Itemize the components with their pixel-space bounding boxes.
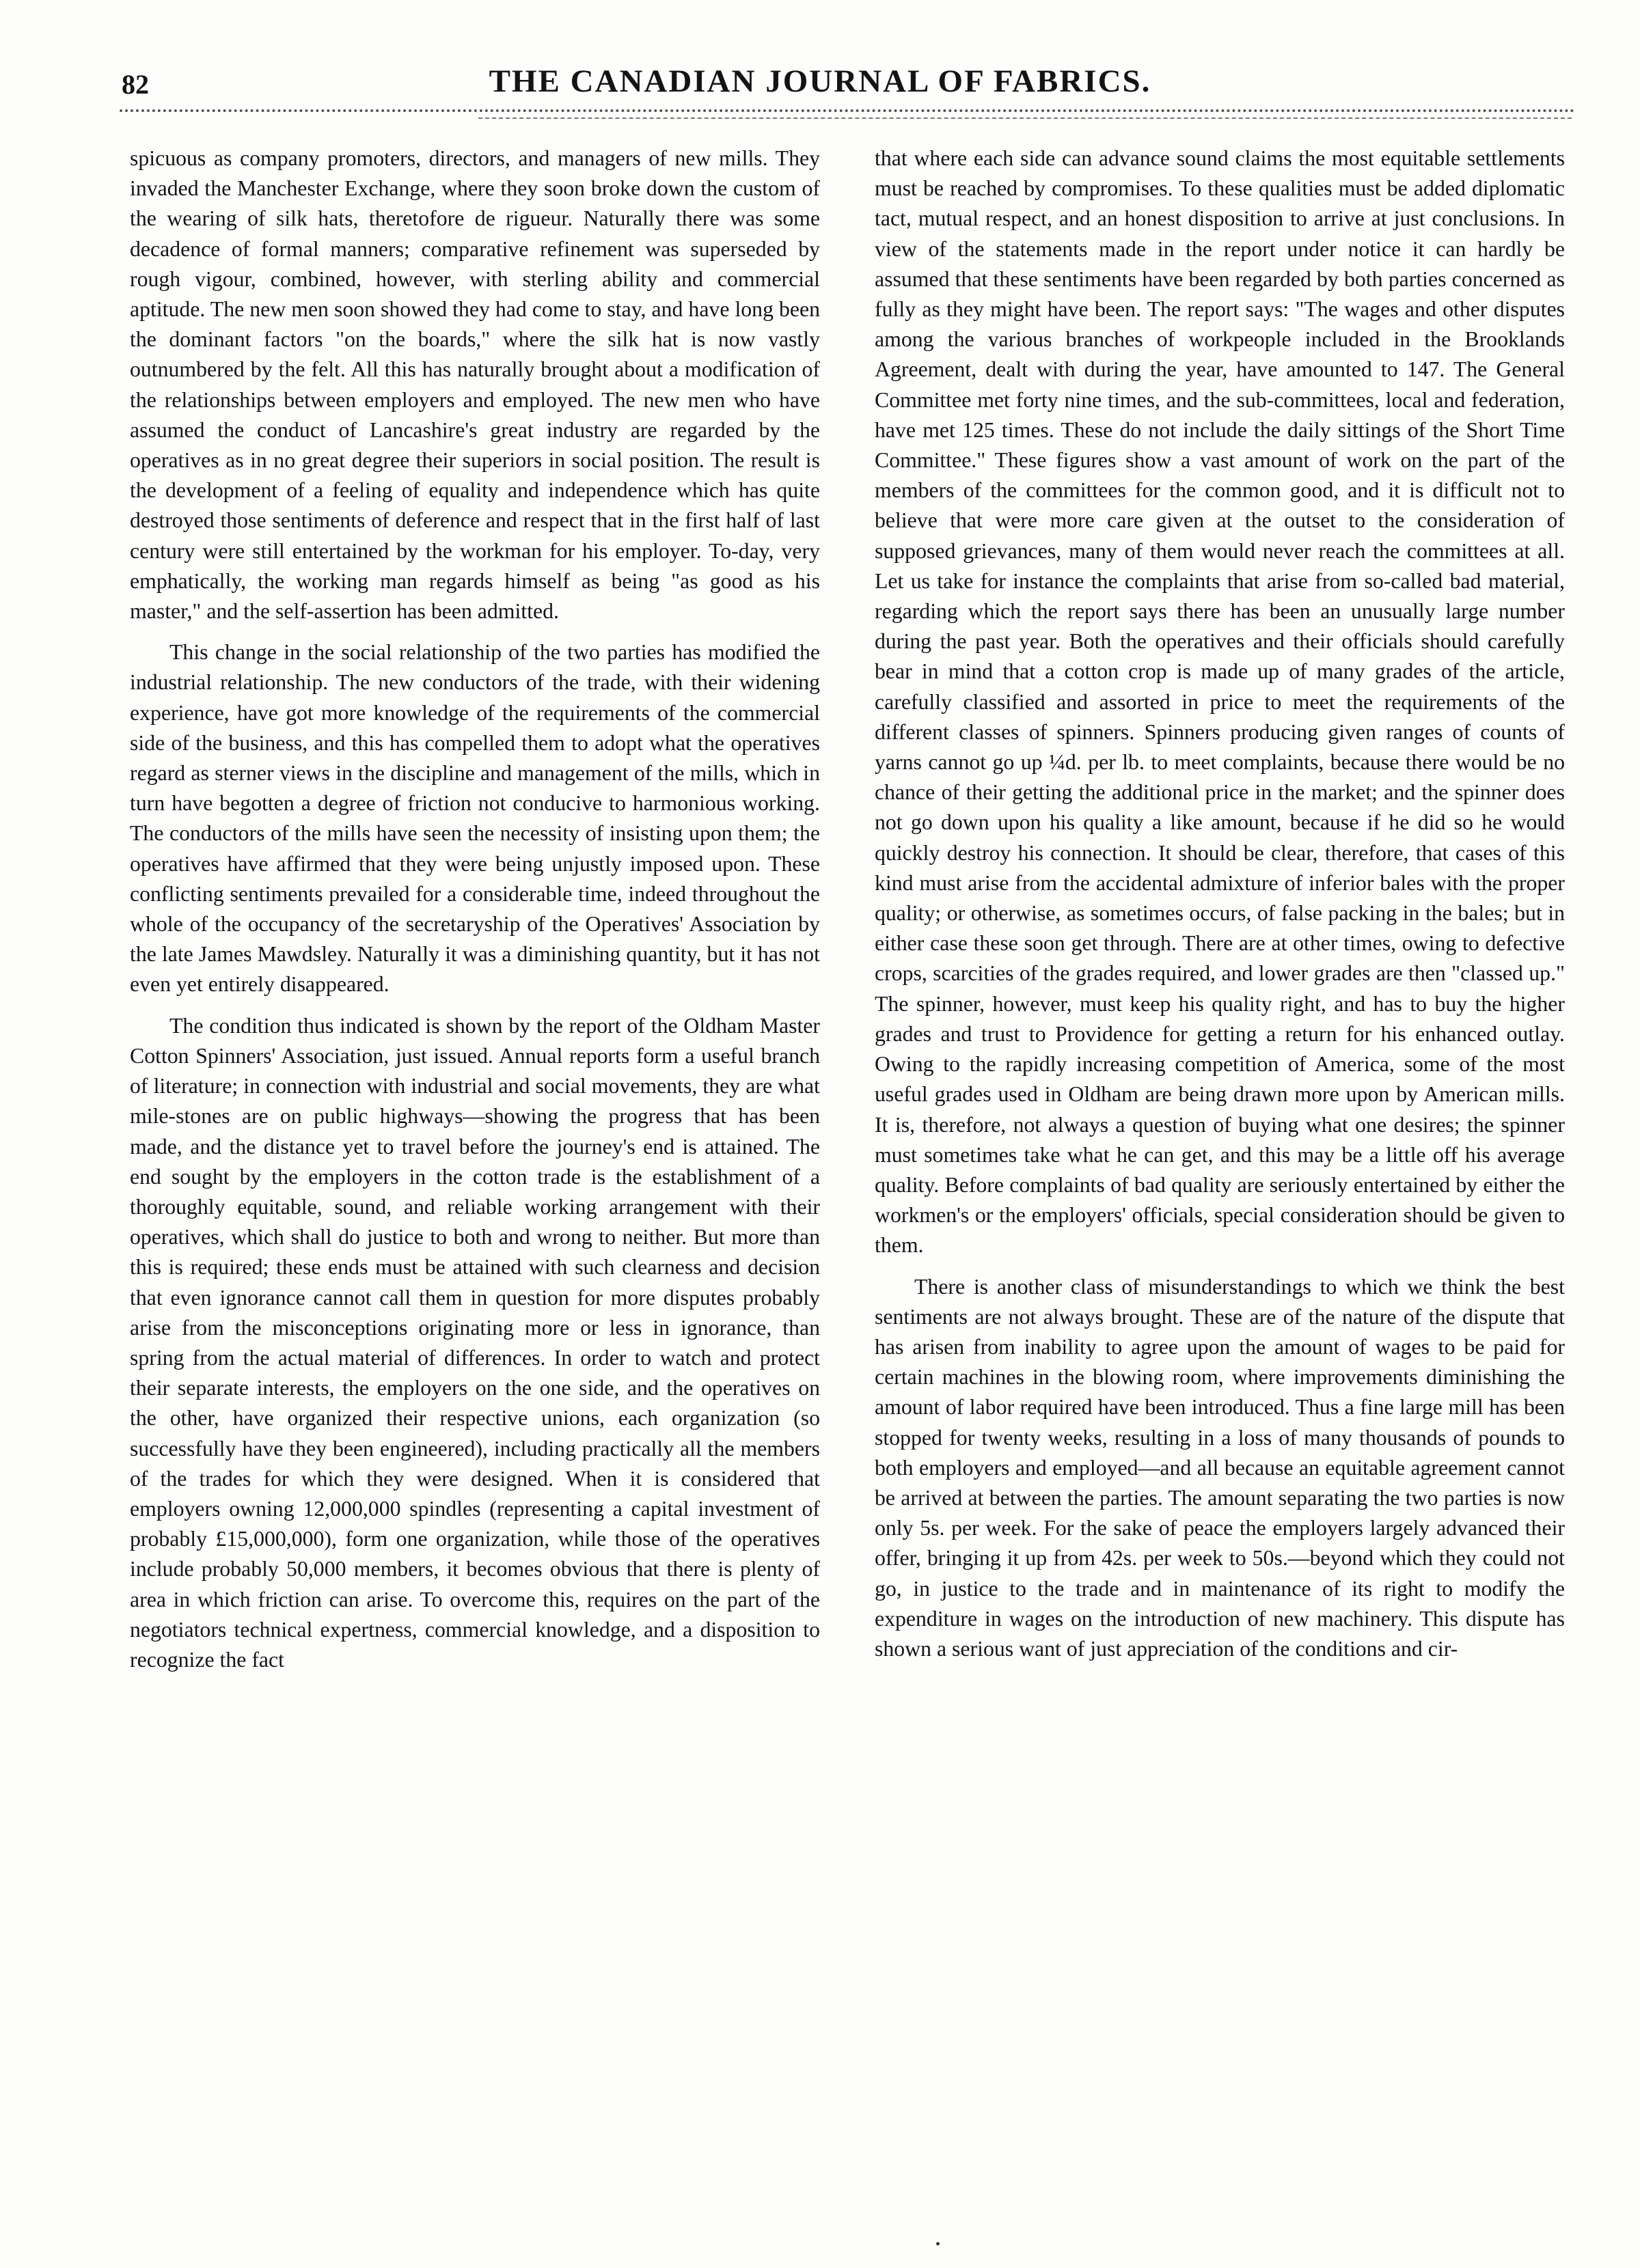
left-column: [130, 143, 820, 2207]
right-column: [875, 143, 1565, 2207]
paragraph: The condition thus indicated is shown by the report of the Oldham Master Cotton Spinners' Association, just issued. Annual reports form a useful branch of literature; in connection with industrial and social movements, they are what mile-stones are on public highways—showing the progress that has been made, and the distance yet to travel before the journey's end is attained. The end sought by the employers in the cotton trade is the establishment of a thoroughly equitable, sound, and reliable working arrangement with their operatives, which shall do justice to both and wrong to neither. But more than this is required; these ends must be attained with such clearness and decision that even ignorance cannot call them in question for more disputes probably arise from the misconceptions originating more or less in ignorance, than spring from the actual material of differences. In order to watch and protect their separate interests, the employers on the one side, and the operatives on the other, have organized their respective unions, each organization (so successfully have they been engineered), including practically all the members of the trades for which they were designed. When it is considered that employers owning 12,000,000 spindles (representing a capital investment of probably £15,000,000), form one organization, while those of the operatives include probably 50,000 members, it becomes obvious that there is plenty of area in which friction can arise. To overcome this, requires on the part of the negotiators technical expertness, commercial knowledge, and a disposition to recognize the fact: [130, 1013, 820, 1672]
print-speck: [936, 2242, 940, 2245]
paragraph: that where each side can advance sound claims the most equitable settlements must be reached by compromises. To these qualities must be added diplomatic tact, mutual respect, and an honest disposition to arrive at just conclusions. In view of the statements made in the report under notice it can hardly be assumed that these sentiments have been regarded by both parties concerned as fully as they might have been. The report says: "The wages and other disputes among the various branches of workpeople included in the Brooklands Agreement, dealt with during the year, have amounted to 147. The General Committee met forty nine times, and the sub-committees, local and federation, have met 125 times. These do not include the daily sittings of the Short Time Committee." These figures show a vast amount of work on the part of the members of the committees for the common good, and it is difficult not to believe that were more care given at the outset to the consideration of supposed grievances, many of them would never reach the committees at all. Let us take for instance the complaints that arise from so-called bad material, regarding which the report says there has been an unusually large number during the past year. Both the operatives and their officials should carefully bear in mind that a cotton crop is made up of many grades of the article, carefully classified and assorted in price to meet the requirements of the different classes of spinners. Spinners producing given ranges of counts of yarns cannot go up ¼d. per lb. to meet complaints, because there would be no chance of their getting the additional price in the market; and the spinner does not go down upon his quality a like amount, because if he did so he would quickly destroy his connection. It should be clear, therefore, that cases of this kind must arise from the accidental admixture of inferior bales with the proper quality; or otherwise, as sometimes occurs, of false packing in the bales; but in either case these soon get through. There are at other times, owing to defective crops, scarcities of the grades required, and lower grades are then "classed up." The spinner, however, must keep his quality right, and has to buy the higher grades and trust to Providence for getting a return for his enhanced outlay. Owing to the rapidly increasing competition of America, some of the most useful grades used in Oldham are being drawn more upon by American mills. It is, therefore, not always a question of buying what one desires; the spinner must sometimes take what he can get, and this may be a little off his average quality. Before complaints of bad quality are seriously entertained by either the workmen's or the employers' officials, special consideration should be given to them.: [875, 146, 1565, 1258]
running-head-title: THE CANADIAN JOURNAL OF FABRICS.: [489, 64, 1151, 99]
header-rule-secondary: [478, 117, 1572, 119]
paragraph: This change in the social relationship of the two parties has modified the industrial relationship. The new conductors of the trade, with their widening experience, have got more knowledge of the requirements of the commercial side of the business, and this has compelled them to adopt what the operatives regard as sterner views in the discipline and management of the mills, which in turn have begotten a degree of friction not conducive to harmonious working. The conductors of the mills have seen the necessity of insisting upon them; the operatives have affirmed that they were being unjustly imposed upon. These conflicting sentiments prevailed for a considerable time, indeed throughout the whole of the occupancy of the secretaryship of the Operatives' Association by the late James Mawdsley. Naturally it was a diminishing quantity, but it has not even yet entirely disappeared.: [130, 640, 820, 997]
paragraph: spicuous as company promoters, directors, and managers of new mills. They invaded the Manchester Exchange, where they soon broke down the custom of the wearing of silk hats, theretofore de rigueur. Naturally there was some decadence of formal manners; comparative refinement was superseded by rough vigour, combined, however, with sterling ability and commercial aptitude. The new men soon showed they had come to stay, and have long been the dominant factors "on the boards," where the silk hat is now vastly outnumbered by the felt. All this has naturally brought about a modification of the relationships between employers and employed. The new men who have assumed the conduct of Lancashire's great industry are regarded by the operatives as in no great degree their superiors in social position. The result is the development of a feeling of equality and independence which has quite destroyed those sentiments of deference and respect that in the first half of last century were still entertained by the workman for his employer. To-day, very emphatically, the working man regards himself as being "as good as his master," and the self-assertion has been admitted.: [130, 146, 820, 624]
page-number: 82: [122, 69, 149, 100]
header-rule: [120, 109, 1575, 112]
paragraph: There is another class of misunderstandings to which we think the best sentiments are not always brought. These are of the nature of the dispute that has arisen from inability to agree upon the amount of wages to be paid for certain machines in the blowing room, where improvements diminishing the amount of labor required have been introduced. Thus a fine large mill has been stopped for twenty weeks, resulting in a loss of many thousands of pounds to both employers and employed—and all because an equitable agreement cannot be arrived at between the parties. The amount separating the two parties is now only 5s. per week. For the sake of peace the employers largely advanced their offer, bringing it up from 42s. per week to 50s.—beyond which they could not go, in justice to the trade and in maintenance of its right to modify the expenditure in wages on the introduction of new machinery. This dispute has shown a serious want of just appreciation of the conditions and cir-: [875, 1274, 1565, 1661]
